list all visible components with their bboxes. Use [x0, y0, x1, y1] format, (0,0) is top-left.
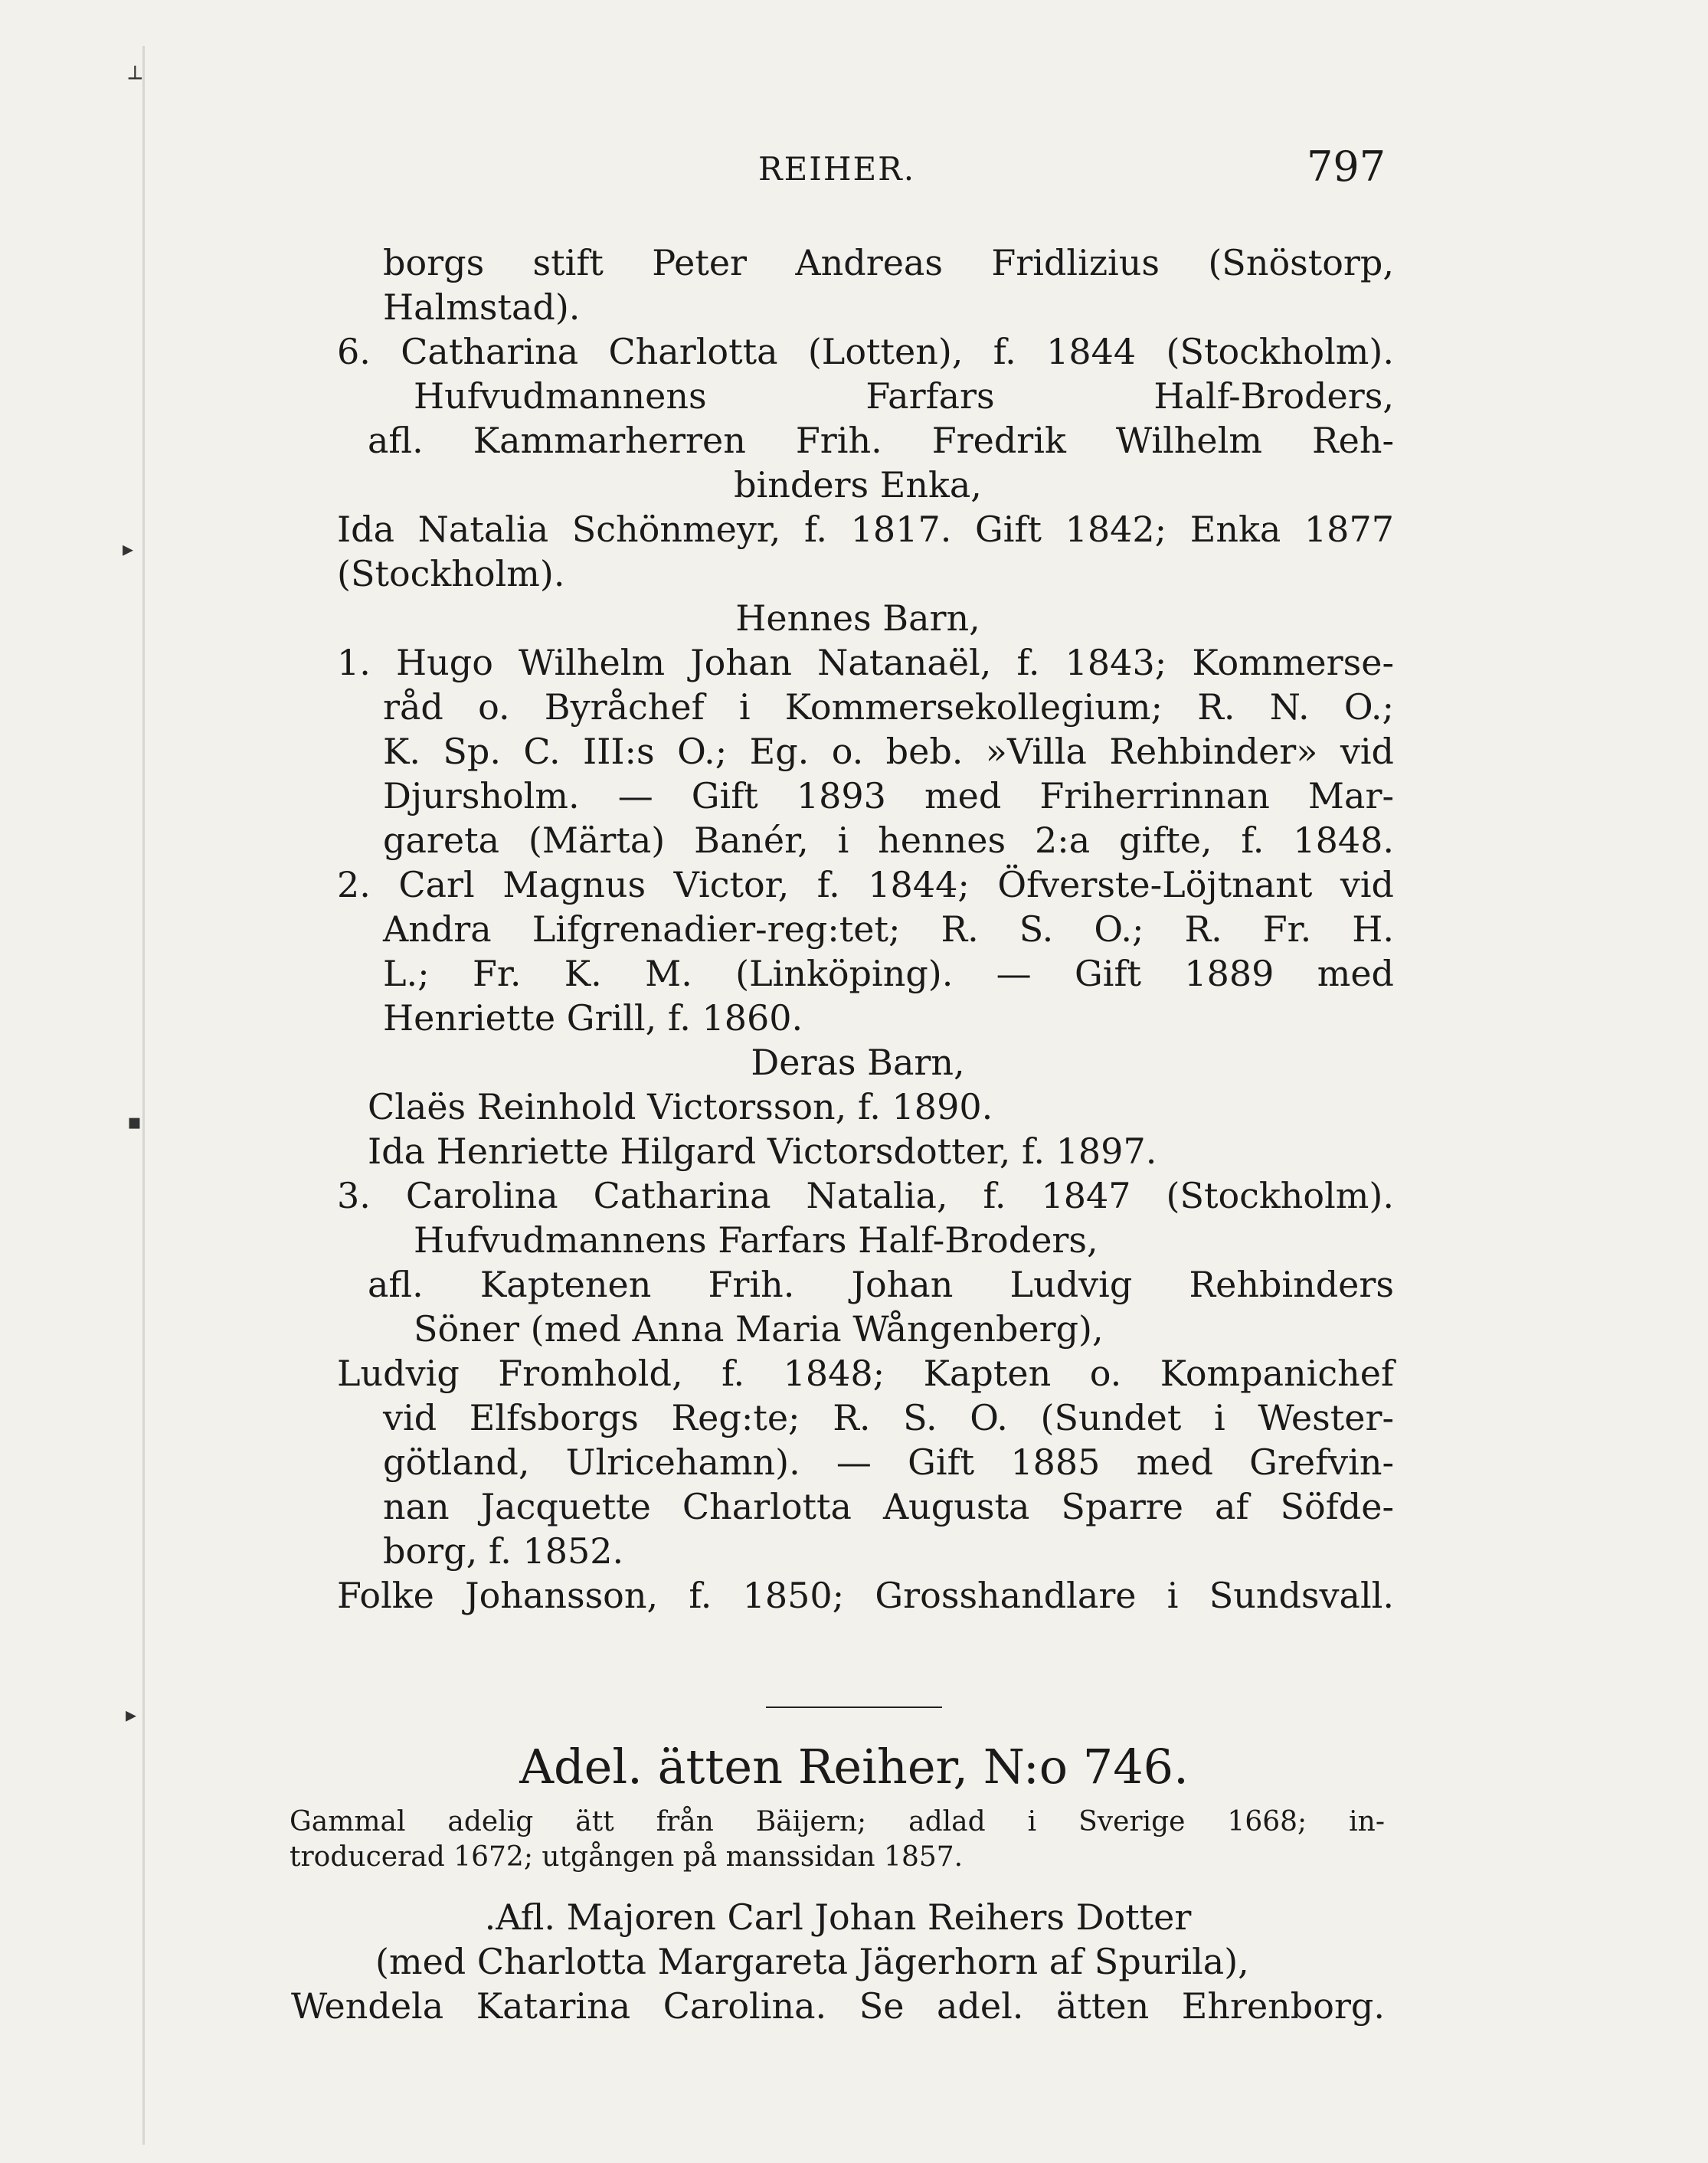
page-number: 797	[1307, 142, 1386, 191]
text-line: Söner (med Anna Maria Wångenberg),	[414, 1308, 1104, 1350]
text-line: Claës Reinhold Victorsson, f. 1890.	[368, 1086, 993, 1127]
text-line: Ida Natalia Schönmeyr, f. 1817. Gift 1842; Enka 1877	[337, 509, 1394, 550]
text-line: borg, f. 1852.	[383, 1530, 624, 1572]
section-title: Adel. ätten Reiher, N:o 746.	[519, 1739, 1189, 1795]
text-line: gareta (Märta) Banér, i hennes 2:a gifte, f. 1848.	[383, 820, 1394, 861]
text-line: råd o. Byråchef i Kommersekollegium; R. N. O.;	[383, 686, 1394, 728]
text-line: Henriette Grill, f. 1860.	[383, 997, 803, 1039]
text-line: Folke Johansson, f. 1850; Grosshandlare i Sundsvall.	[337, 1575, 1394, 1616]
text-line: Hufvudmannens Farfars Half-Broders,	[414, 1219, 1098, 1261]
text-line: 6. Catharina Charlotta (Lotten), f. 1844 (Stockholm).	[337, 331, 1394, 372]
margin-mark: ▸	[126, 1702, 137, 1727]
genealogy-text	[322, 241, 1394, 1618]
text-line: binders Enka,	[734, 464, 982, 506]
text-line: götland, Ulricehamn). — Gift 1885 med Grefvin-	[383, 1441, 1394, 1483]
text-line: (med Charlotta Margareta Jägerhorn af Spurila),	[375, 1941, 1249, 1982]
text-line: Ida Henriette Hilgard Victorsdotter, f. 1897.	[368, 1131, 1157, 1172]
text-line: Hufvudmannens Farfars Half-Broders,	[414, 375, 1394, 417]
text-line: borgs stift Peter Andreas Fridlizius (Snöstorp,	[383, 242, 1394, 283]
section-note	[290, 1805, 1385, 1875]
text-line: Djursholm. — Gift 1893 med Friherrinnan Mar-	[383, 775, 1394, 816]
text-line: afl. Kammarherren Frih. Fredrik Wilhelm Reh-	[368, 420, 1394, 461]
text-line: Hennes Barn,	[735, 597, 980, 639]
text-line: afl. Kaptenen Frih. Johan Ludvig Rehbinders	[368, 1264, 1394, 1305]
note-line: troducerad 1672; utgången på manssidan 1857.	[290, 1841, 964, 1873]
section-text	[291, 1895, 1385, 2028]
text-line: Andra Lifgrenadier-reg:tet; R. S. O.; R. Fr. H.	[383, 908, 1394, 950]
text-line: nan Jacquette Charlotta Augusta Sparre af Söfde-	[383, 1486, 1394, 1527]
text-line: .Afl. Majoren Carl Johan Reihers Dotter	[484, 1896, 1192, 1938]
section-separator	[766, 1707, 942, 1708]
margin-rule	[142, 46, 145, 2145]
text-line: 3. Carolina Catharina Natalia, f. 1847 (Stockholm).	[337, 1175, 1394, 1216]
text-line: Halmstad).	[383, 286, 581, 328]
margin-mark: ▸	[123, 536, 134, 561]
running-head: REIHER.	[758, 150, 916, 188]
margin-mark: ┴	[129, 66, 142, 91]
margin-mark: ▪	[127, 1109, 142, 1134]
text-line: Deras Barn,	[751, 1042, 965, 1083]
text-line: (Stockholm).	[337, 553, 565, 594]
text-line: 1. Hugo Wilhelm Johan Natanaël, f. 1843; Kommerse-	[337, 642, 1394, 683]
text-line: vid Elfsborgs Reg:te; R. S. O. (Sundet i Wester-	[383, 1397, 1394, 1438]
text-line: Wendela Katarina Carolina. Se adel. ätten Ehrenborg.	[291, 1985, 1385, 2027]
text-line: 2. Carl Magnus Victor, f. 1844; Öfverste-Löjtnant vid	[337, 864, 1394, 905]
text-line: K. Sp. C. III:s O.; Eg. o. beb. »Villa Rehbinder» vid	[383, 731, 1394, 772]
note-line: Gammal adelig ätt från Bäijern; adlad i Sverige 1668; in-	[290, 1806, 1385, 1837]
text-line: L.; Fr. K. M. (Linköping). — Gift 1889 med	[383, 953, 1394, 994]
text-line: Ludvig Fromhold, f. 1848; Kapten o. Kompanichef	[337, 1353, 1394, 1394]
